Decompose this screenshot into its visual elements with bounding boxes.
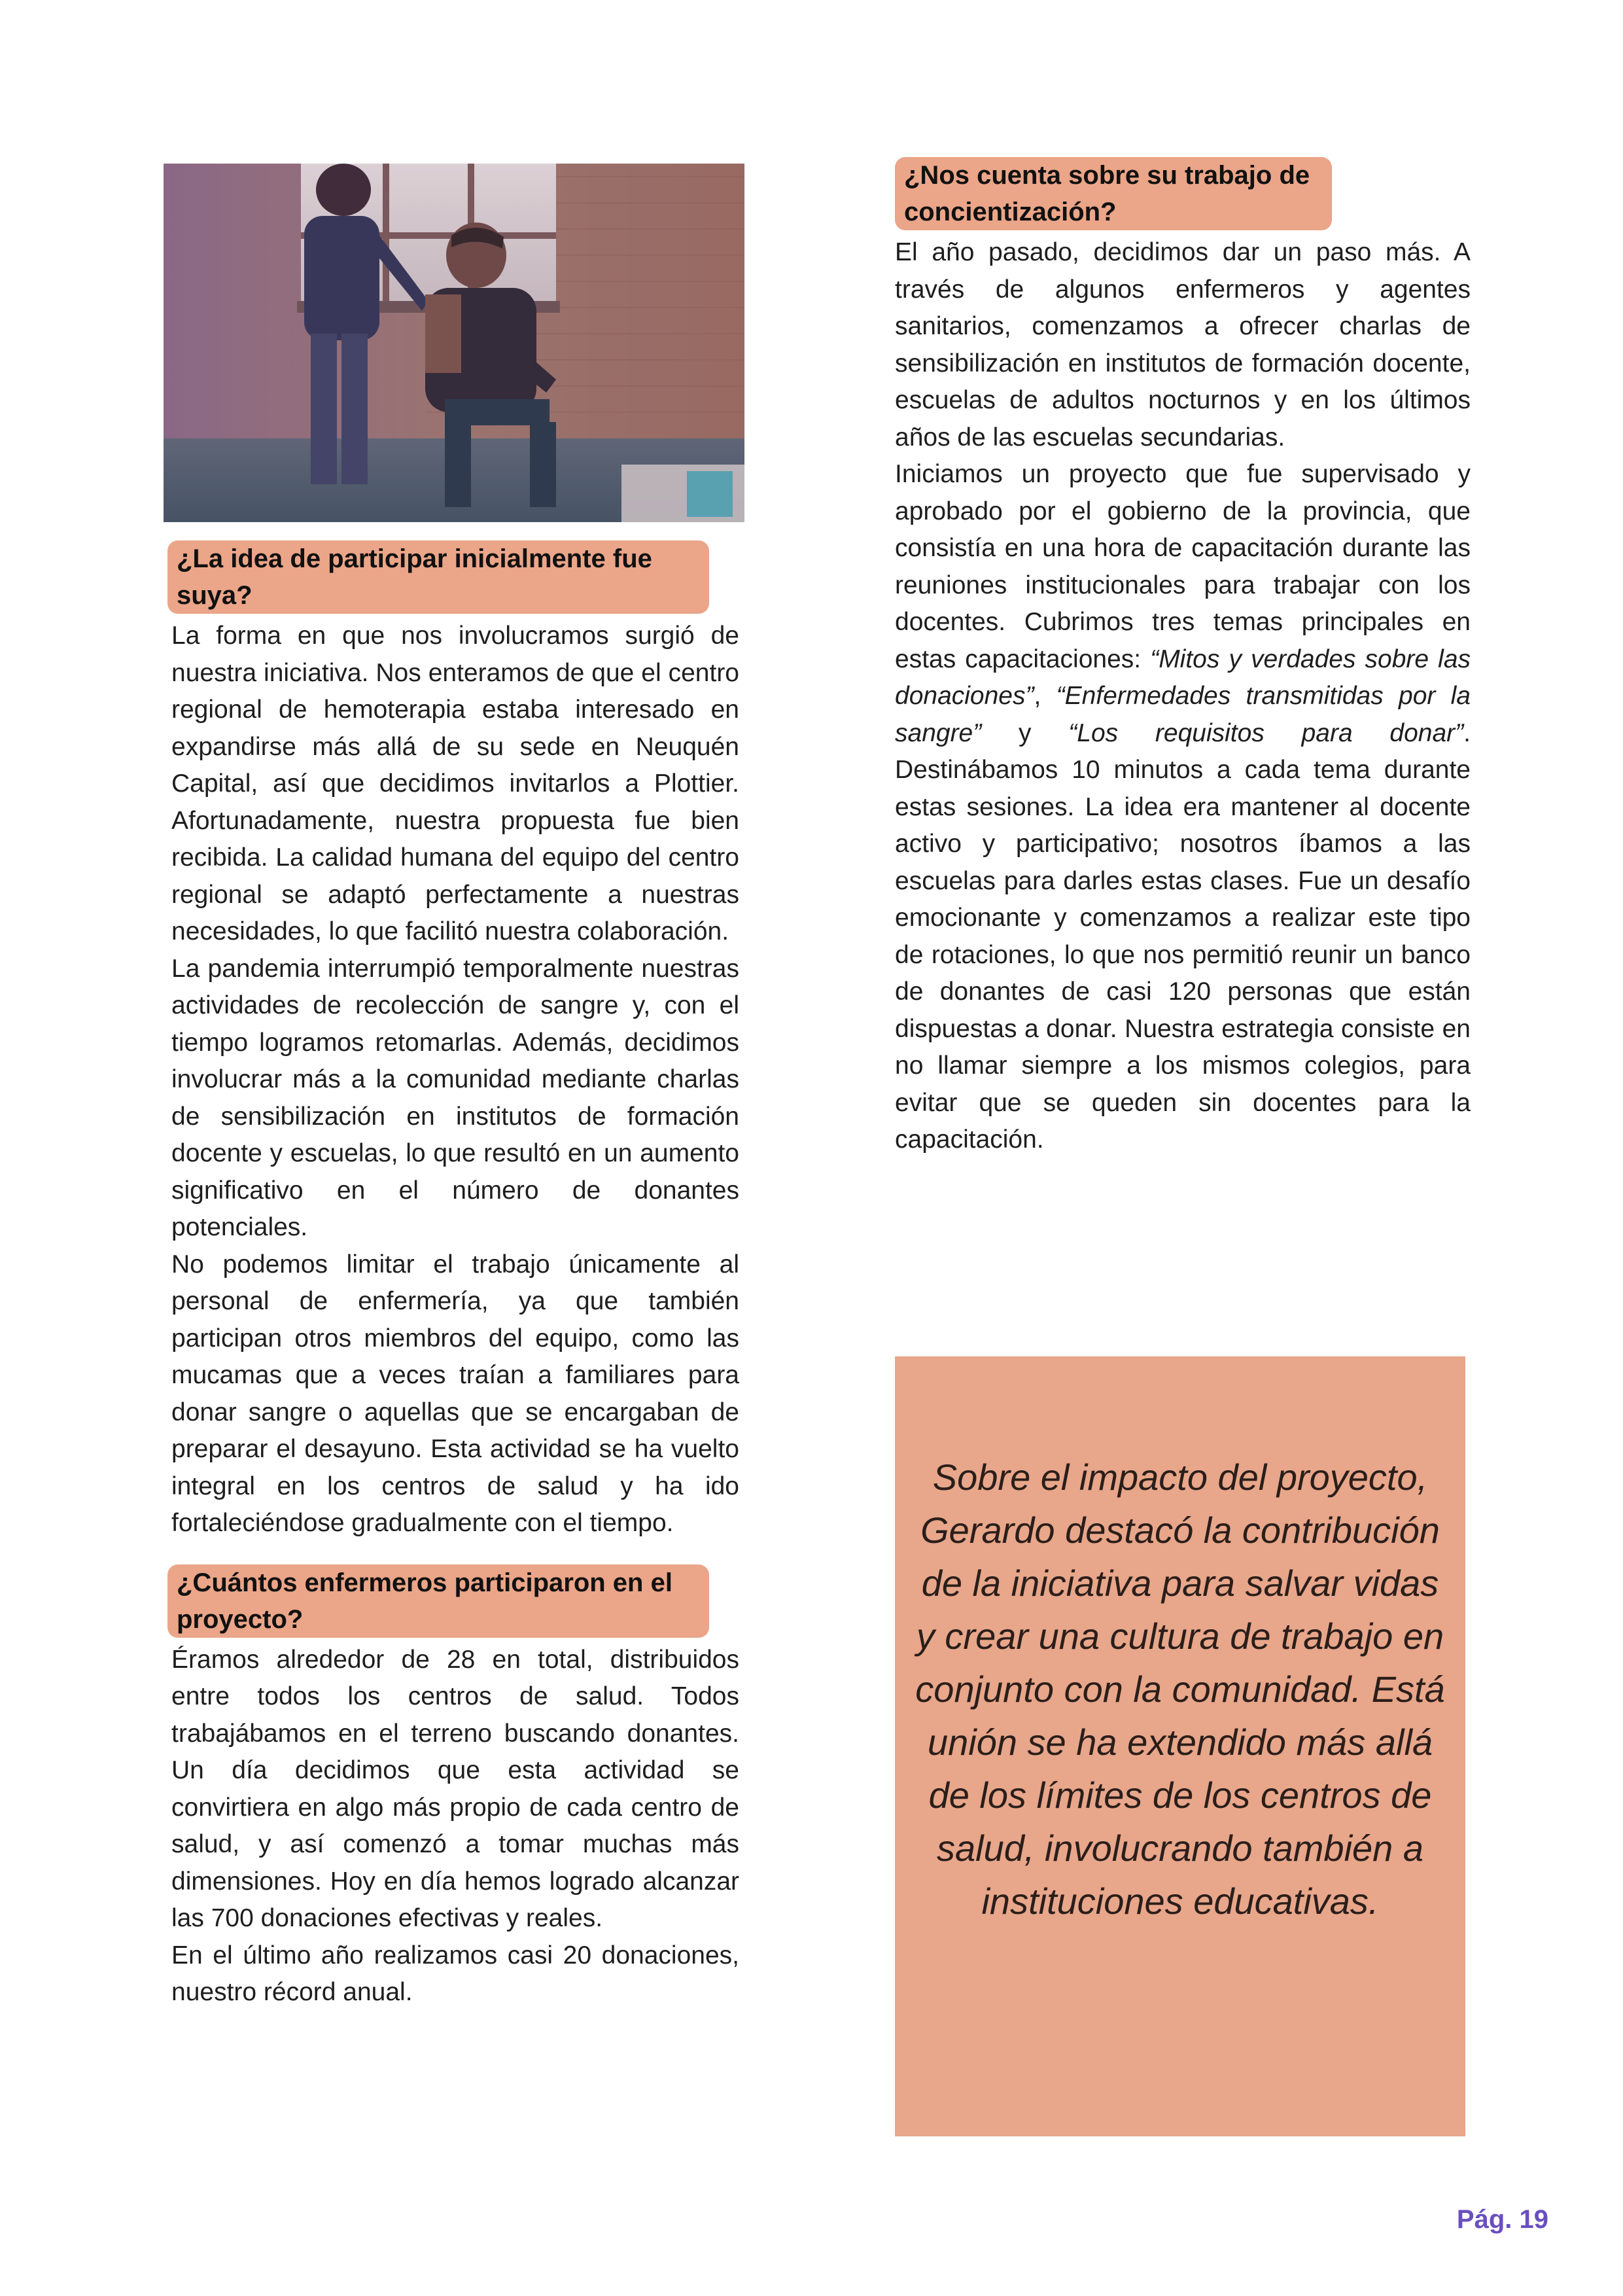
paragraph: La pandemia interrumpió temporalmente nuestras actividades de recolección de sangre y, con el tiempo logramos retomarlas. Además, decidimos involucrar más a la comunidad mediante charlas de sensibilización en institutos de formación docente y escuelas, lo que resultó en un aumento significativo en el número de donantes potenciales.	[171, 954, 739, 1241]
paragraph: Éramos alrededor de 28 en total, distribuidos entre todos los centros de salud. Todos trabajábamos en el terreno buscando donantes. Un día decidimos que esta actividad se convirtiera en algo más propio de cada centro de salud, y así comenzó a tomar muchas más dimensiones. Hoy en día hemos logrado alcanzar las 700 donaciones efectivas y reales.	[171, 1645, 739, 1932]
paragraph: El año pasado, decidimos dar un paso más. A través de algunos enfermeros y agentes sanitarios, comenzamos a ofrecer charlas de sensibilización en institutos de formación docente, escuelas de adultos nocturnos y en los últimos años de las escuelas secundarias.	[895, 238, 1471, 451]
paragraph: En el último año realizamos casi 20 donaciones, nuestro récord anual.	[171, 1941, 739, 2006]
nurse-vaccination-photo	[164, 164, 744, 522]
section-heading-awareness: ¿Nos cuenta sobre su trabajo de concientización?	[895, 157, 1332, 230]
separator: y	[981, 718, 1069, 747]
pull-quote-text: Sobre el impacto del proyecto, Gerardo destacó la contribución de la iniciativa para salvar vidas y crear una cultura de trabajo en conjunto con la comunidad. Está unión se ha extendido más allá de los límites de los centros de salud, involucrando también a instituciones educativas.	[915, 1457, 1445, 1922]
paragraph: La forma en que nos involucramos surgió de nuestra iniciativa. Nos enteramos de que el centro regional de hemoterapia estaba interesado en expandirse más allá de su sede en Neuquén Capital, así que decidimos invitarlos a Plottier. Afortunadamente, nuestra propuesta fue bien recibida. La calidad humana del equipo del centro regional se adaptó perfectamente a nuestras necesidades, lo que facilitó nuestra colaboración.	[171, 622, 739, 945]
topic-myths: “Mitos y verdades sobre las donaciones”	[895, 645, 1471, 710]
section-heading-wrap	[167, 540, 739, 614]
paragraph-topics	[895, 456, 1471, 1159]
paragraph-outro: . Destinábamos 10 minutos a cada tema durante estas sesiones. La idea era mantener al docente activo y participativo; nosotros íbamos a las escuelas para darles estas clases. Fue un desafío emocionante y comenzamos a realizar este tipo de rotaciones, lo que nos permitió reunir un banco de donantes de casi 120 personas que están dispuestas a donar. Nuestra estrategia consiste en no llamar siempre a los mismos colegios, para evitar que se queden sin docentes para la capacitación.	[895, 718, 1471, 1154]
section-heading-participation: ¿La idea de participar inicialmente fue suya?	[167, 540, 709, 614]
right-column	[895, 157, 1471, 1159]
page-number: Pág. 19	[1456, 2205, 1548, 2234]
paragraph: No podemos limitar el trabajo únicamente al personal de enfermería, ya que también participan otros miembros del equipo, como las mucamas que a veces traían a familiares para donar sangre o aquellas que se encargaban de preparar el desayuno. Esta actividad se ha vuelto integral en los centros de salud y ha ido fortaleciéndose gradualmente con el tiempo.	[171, 1250, 739, 1537]
section-heading-wrap	[895, 157, 1471, 230]
separator: ,	[1034, 682, 1056, 710]
paragraph-intro: Iniciamos un proyecto que fue supervisado y aprobado por el gobierno de la provincia, que consistía en una hora de capacitación durante las reuniones institucionales para trabajar con los docentes. Cubrimos tres temas principales en estas capacitaciones:	[895, 460, 1471, 673]
topic-diseases: “Enfermedades transmitidas por la sangre”	[895, 682, 1471, 747]
photo-illustration	[164, 164, 744, 522]
pull-quote-box	[895, 1356, 1465, 2136]
topic-requirements: “Los requisitos para donar”	[1068, 718, 1464, 747]
left-column	[164, 164, 739, 2011]
section-heading-nurses: ¿Cuántos enfermeros participaron en el proyecto?	[167, 1564, 709, 1638]
section-heading-wrap	[167, 1564, 739, 1638]
